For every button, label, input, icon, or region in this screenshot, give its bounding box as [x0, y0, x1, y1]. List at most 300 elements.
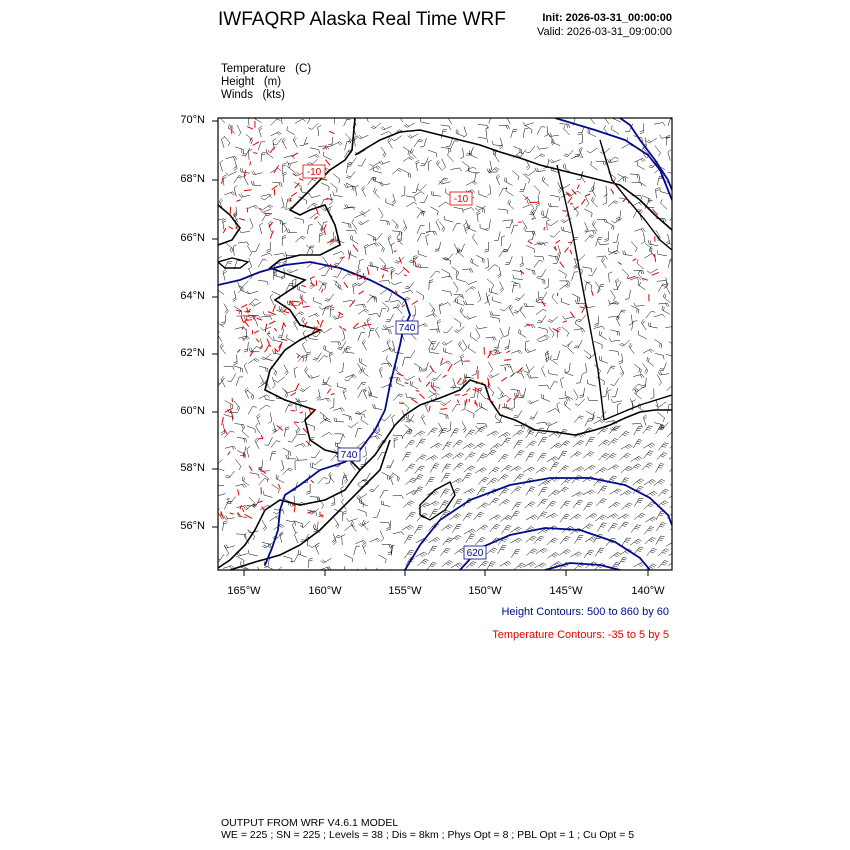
wind-barb-flag [472, 453, 476, 455]
wind-barb-flag [494, 478, 498, 480]
wind-barb-flag [673, 431, 677, 433]
wind-barb-flag [676, 455, 679, 457]
wind-barb [530, 400, 538, 404]
wind-barb [464, 126, 467, 135]
wind-barb [382, 348, 390, 352]
wind-barb-flag [624, 433, 628, 435]
wind-barb-flag [448, 303, 451, 306]
wind-barb-flag [407, 408, 409, 412]
wind-barb [380, 309, 382, 318]
temperature-contour-segment [359, 291, 364, 294]
wind-barb-flag [331, 502, 335, 504]
wind-barb-flag [443, 129, 447, 130]
wind-barb-flag [370, 164, 373, 167]
wind-barb-flag [611, 126, 612, 130]
wind-barb-flag [338, 535, 342, 536]
wind-barb [541, 214, 549, 219]
wind-barb [573, 440, 580, 447]
wind-barb-flag [593, 562, 596, 564]
wind-barb-flag [563, 518, 567, 519]
wind-barb [253, 302, 261, 306]
wind-barb-flag [485, 302, 488, 304]
wind-barb [549, 327, 555, 334]
wind-barb [242, 281, 248, 288]
wind-barb [617, 405, 618, 414]
wind-barb-flag [627, 504, 631, 506]
wind-barb-flag [546, 422, 548, 426]
wind-barb [351, 158, 357, 165]
wind-barb-flag [481, 469, 484, 471]
temperature-contour-segment [249, 466, 252, 471]
wind-barb-flag [525, 174, 528, 176]
wind-barb-flag [549, 160, 552, 163]
wind-barb [512, 171, 519, 177]
north-coastline [355, 130, 672, 230]
wind-barb [261, 316, 270, 317]
wind-barb-flag [539, 538, 543, 539]
temperature-contour-segment [504, 360, 511, 361]
wind-barb [292, 435, 297, 443]
wind-barb-flag [434, 466, 438, 467]
wind-barb-flag [422, 562, 426, 564]
wind-barb [359, 362, 367, 367]
wind-barb-flag [577, 539, 581, 540]
wind-barb-flag [497, 274, 500, 276]
wind-barb [514, 563, 521, 570]
wind-barb [283, 556, 292, 558]
temperature-contour-segment [267, 333, 270, 334]
wind-barb-flag [563, 316, 565, 319]
contour-label-temp-2 [450, 192, 472, 205]
wind-barb [266, 153, 273, 158]
wind-barb [508, 327, 510, 336]
wind-barb-flag [594, 323, 598, 324]
wind-barb-flag [312, 204, 316, 206]
wind-barb [477, 503, 485, 509]
wind-barb-flag [329, 472, 331, 475]
wind-barb-flag [444, 503, 448, 504]
wind-barb-flag [325, 300, 329, 301]
wind-barb-flag [303, 358, 304, 362]
wind-barb-flag [630, 345, 632, 348]
wind-barb-flag [321, 561, 324, 563]
wind-barb-flag [371, 127, 375, 129]
wind-barb [561, 379, 563, 388]
wind-barb-flag [487, 125, 488, 129]
wind-barb-flag [283, 207, 286, 210]
wind-barb [520, 370, 524, 378]
wind-barb [403, 147, 411, 152]
wind-barb-flag [435, 491, 438, 494]
wind-barb [417, 207, 424, 212]
temperature-contour-segment [253, 142, 259, 145]
wind-barb-flag [406, 124, 409, 127]
wind-barb-flag [659, 466, 663, 467]
wind-barb [319, 266, 327, 270]
wind-barb [258, 281, 267, 282]
wind-barb-flag [494, 500, 498, 501]
wind-barb-flag [591, 451, 595, 453]
wind-barb-flag [244, 438, 245, 442]
wind-barb-flag [646, 466, 650, 468]
wind-barb [654, 423, 663, 425]
wind-barb-flag [319, 307, 322, 310]
wind-barb [359, 281, 366, 286]
wind-barb-flag [391, 269, 395, 271]
wind-barb [406, 478, 413, 485]
wind-barb [373, 408, 382, 410]
wind-barb-flag [609, 272, 613, 274]
wind-barb-flag [667, 135, 671, 136]
wind-barb-flag [268, 150, 269, 154]
wind-barb [610, 330, 619, 332]
wind-barb-flag [674, 561, 677, 563]
lon-label: 160°W [308, 585, 342, 597]
wind-barb [285, 428, 286, 437]
wind-barb [330, 183, 337, 189]
temperature-contour-segment [532, 218, 535, 219]
wind-barb-flag [554, 492, 558, 494]
wind-barb-flag [621, 343, 625, 345]
wind-barb-flag [539, 260, 543, 261]
contour-label-text: -10 [306, 167, 322, 178]
wind-barb-flag [261, 358, 265, 360]
wind-barb-flag [540, 470, 543, 472]
wind-barb-flag [565, 481, 569, 483]
wind-barb-flag [552, 294, 554, 298]
temperature-contour-segment [320, 320, 323, 327]
wind-barb [498, 387, 504, 394]
wind-barb [462, 269, 471, 270]
wind-barb-flag [234, 168, 237, 170]
wind-barb-flag [503, 476, 507, 478]
temperature-contour-segment [633, 259, 637, 261]
wind-barb-flag [555, 256, 556, 260]
wind-barb-flag [507, 432, 510, 434]
wind-barb-flag [541, 210, 542, 214]
wind-barb [456, 133, 464, 136]
wind-barb-flag [333, 277, 337, 278]
wind-barb [270, 516, 277, 521]
wind-barb [528, 170, 535, 175]
wind-barb-flag [517, 477, 521, 478]
wind-barb-flag [661, 503, 664, 505]
wind-barb [634, 426, 639, 435]
wind-barb-flag [461, 309, 463, 313]
wind-barb [433, 401, 442, 402]
wind-barb-flag [408, 136, 411, 139]
wind-barb-flag [586, 527, 589, 529]
wind-barb-flag [358, 223, 361, 225]
wind-barb-flag [665, 218, 666, 222]
wind-barb [636, 306, 645, 307]
wind-barb-flag [543, 168, 547, 169]
wind-barb-flag [386, 356, 388, 360]
wind-barb [588, 133, 596, 137]
wind-barb-flag [510, 307, 513, 310]
wind-barb-flag [484, 251, 488, 252]
wind-barb-flag [292, 522, 295, 525]
wind-barb-flag [616, 562, 620, 563]
wind-barb [358, 309, 365, 314]
wind-barb [574, 535, 579, 544]
wind-barb [421, 417, 426, 425]
field-unit: (kts) [262, 89, 285, 101]
wind-barb-flag [533, 325, 535, 328]
wind-barb-flag [578, 319, 582, 320]
wind-barb [262, 214, 267, 222]
wind-barb-flag [603, 486, 607, 487]
wind-barb [216, 459, 223, 465]
wind-barb-flag [265, 396, 266, 400]
wind-barb-flag [319, 150, 320, 154]
wind-barb-flag [460, 463, 464, 464]
wind-barb-flag [442, 402, 445, 404]
temperature-contour-segment [490, 351, 491, 356]
wind-barb-flag [411, 479, 415, 481]
wind-barb-flag [499, 319, 500, 323]
wind-barb-flag [564, 155, 568, 156]
wind-barb [445, 341, 453, 346]
wind-barb-flag [317, 154, 320, 157]
wind-barb-flag [404, 125, 407, 128]
wind-barb-flag [226, 545, 228, 548]
wind-barb-flag [224, 521, 228, 522]
wind-barb [586, 363, 587, 372]
wind-barb [608, 465, 616, 471]
wind-barb [393, 532, 402, 534]
wind-barb [323, 156, 331, 160]
wind-barb [536, 278, 545, 281]
wind-barb-flag [517, 433, 521, 435]
wind-barb-flag [283, 174, 287, 176]
wind-barb [397, 307, 403, 314]
wind-barb-flag [677, 454, 680, 456]
wind-barb [244, 365, 247, 373]
wind-barb-flag [485, 525, 488, 527]
wind-barb-flag [600, 152, 604, 154]
wind-barb [656, 511, 661, 520]
wind-barb-flag [322, 560, 325, 562]
wind-barb [295, 236, 302, 242]
wind-barb-flag [239, 133, 242, 136]
wind-barb-flag [555, 463, 559, 464]
wind-barb-flag [431, 458, 434, 461]
wind-barb [462, 162, 469, 168]
temperature-contour-segment [281, 339, 287, 340]
wind-barb-flag [394, 437, 398, 439]
wind-barb-flag [384, 490, 388, 491]
wind-barb-flag [457, 456, 460, 458]
wind-barb-flag [226, 515, 228, 519]
wind-barb [644, 502, 651, 509]
temperature-contour-segment [412, 301, 418, 305]
wind-barb-flag [639, 480, 643, 482]
wind-barb [362, 524, 368, 531]
wind-barb-flag [485, 477, 489, 479]
wind-barb [420, 184, 427, 190]
wind-barb-flag [558, 254, 561, 256]
wind-barb-flag [661, 536, 665, 537]
wind-barb-flag [646, 141, 649, 143]
wind-barb-flag [432, 503, 435, 506]
wind-barb-flag [460, 157, 464, 159]
wind-barb [539, 385, 548, 386]
wind-barb-flag [283, 163, 287, 164]
wind-barb-flag [433, 310, 435, 314]
wind-barb [357, 382, 362, 390]
wind-barb-flag [394, 439, 398, 441]
lat-ticks [212, 121, 218, 527]
wind-barb [519, 294, 525, 301]
wind-barb-flag [477, 336, 480, 339]
wind-barb [511, 130, 514, 139]
wind-barb [215, 485, 224, 486]
wind-barb-flag [502, 540, 506, 541]
wind-barb-flag [592, 490, 595, 493]
wind-barb-flag [673, 495, 676, 497]
wind-barb-flag [303, 330, 306, 333]
wind-barb-flag [259, 474, 260, 478]
wind-barb-flag [357, 283, 360, 285]
temperature-contour-segment [353, 245, 358, 252]
wind-barb [580, 374, 582, 383]
wind-barb [330, 354, 331, 363]
wind-barb-flag [673, 562, 676, 564]
wind-barb-flag [219, 198, 222, 201]
wind-barb-flag [411, 440, 415, 441]
wind-barb-flag [471, 288, 474, 290]
wind-barb-flag [211, 260, 215, 262]
wind-barb-flag [458, 341, 460, 344]
wind-barb [597, 219, 606, 220]
wind-barb [465, 286, 472, 292]
wind-barb-flag [661, 199, 663, 203]
wind-barb [424, 138, 427, 147]
wind-barb-flag [433, 562, 437, 563]
wind-barb-flag [541, 502, 545, 503]
wind-barb-flag [602, 469, 605, 471]
wind-barb [466, 181, 474, 185]
wind-barb [501, 515, 509, 521]
wind-barb-flag [677, 492, 680, 494]
wind-barb [390, 460, 394, 468]
wind-barb-flag [515, 540, 518, 543]
wind-barb-flag [402, 532, 404, 535]
wind-barb-flag [270, 205, 273, 207]
wind-barb-flag [638, 270, 640, 274]
wind-barb-flag [441, 432, 445, 433]
temperature-contour-segment [562, 211, 566, 212]
wind-barb-flag [529, 528, 533, 530]
wind-barb-flag [333, 542, 336, 545]
wind-barb-flag [336, 189, 337, 193]
wind-barb-flag [482, 481, 486, 483]
wind-barb [261, 473, 268, 479]
wind-barb-flag [673, 542, 676, 544]
wind-barb-flag [331, 307, 335, 308]
temperature-contour-segment [457, 400, 458, 403]
wind-barb-flag [411, 492, 414, 495]
wind-barb-flag [614, 523, 618, 524]
wind-barb-flag [424, 552, 427, 555]
wind-barb [534, 260, 539, 267]
wind-barb-flag [531, 517, 534, 520]
wind-barb-flag [676, 245, 677, 249]
wind-barb-flag [241, 561, 242, 565]
wind-barb-flag [473, 529, 476, 532]
wind-barb-flag [643, 415, 646, 418]
contour-label-text: -10 [453, 194, 469, 205]
wind-barb-flag [382, 266, 384, 269]
wind-barb-flag [551, 159, 554, 162]
wind-barb [430, 207, 438, 211]
wind-barb-flag [565, 466, 569, 468]
wind-barb-flag [581, 329, 583, 332]
wind-barb [668, 259, 670, 268]
wind-barb-flag [365, 111, 368, 114]
wind-barb-flag [434, 314, 437, 317]
wind-barb [620, 366, 624, 374]
wind-barb [392, 341, 395, 350]
lon-label: 140°W [631, 585, 665, 597]
wind-barb-flag [240, 310, 241, 314]
wind-barb-flag [447, 548, 451, 549]
wind-barb [451, 168, 460, 170]
wind-barb-flag [401, 419, 404, 421]
temperature-contour-segment [222, 178, 223, 184]
wind-barb-flag [246, 439, 247, 443]
wind-barb-flag [408, 173, 409, 177]
wind-barb [522, 220, 527, 228]
wind-barb [564, 404, 571, 410]
wind-barb [324, 328, 332, 333]
wind-barb-flag [458, 442, 462, 443]
wind-barb [609, 502, 617, 508]
wind-barb-flag [388, 280, 390, 284]
wind-barb-flag [413, 478, 417, 480]
wind-barb-flag [376, 539, 379, 542]
wind-barb-flag [224, 516, 226, 520]
wind-barb-flag [344, 380, 348, 381]
wind-barb [586, 513, 594, 519]
wind-barb-flag [288, 441, 292, 442]
wind-barb-flag [665, 549, 669, 551]
wind-barb [592, 224, 597, 231]
wind-barb-flag [392, 415, 395, 417]
wind-barb-flag [622, 525, 626, 526]
wind-barb-flag [279, 306, 280, 310]
wind-barb-flag [352, 523, 354, 527]
wind-barb-flag [640, 375, 642, 378]
wind-barb-flag [402, 316, 405, 319]
wind-barb [670, 479, 677, 486]
wind-barb [621, 466, 629, 473]
wind-barb [247, 390, 254, 396]
wind-barb [417, 225, 420, 233]
wind-barb-flag [379, 367, 382, 370]
wind-barb-flag [361, 211, 364, 213]
wind-barb [616, 318, 620, 326]
wind-barb-flag [288, 199, 292, 200]
wind-barb-flag [470, 397, 474, 398]
wind-barb [585, 235, 591, 242]
wind-barb-flag [410, 550, 414, 551]
wind-barb-flag [303, 444, 306, 447]
wind-barb-flag [541, 564, 544, 567]
wind-barb-flag [616, 465, 619, 467]
wind-barb-flag [310, 285, 313, 288]
